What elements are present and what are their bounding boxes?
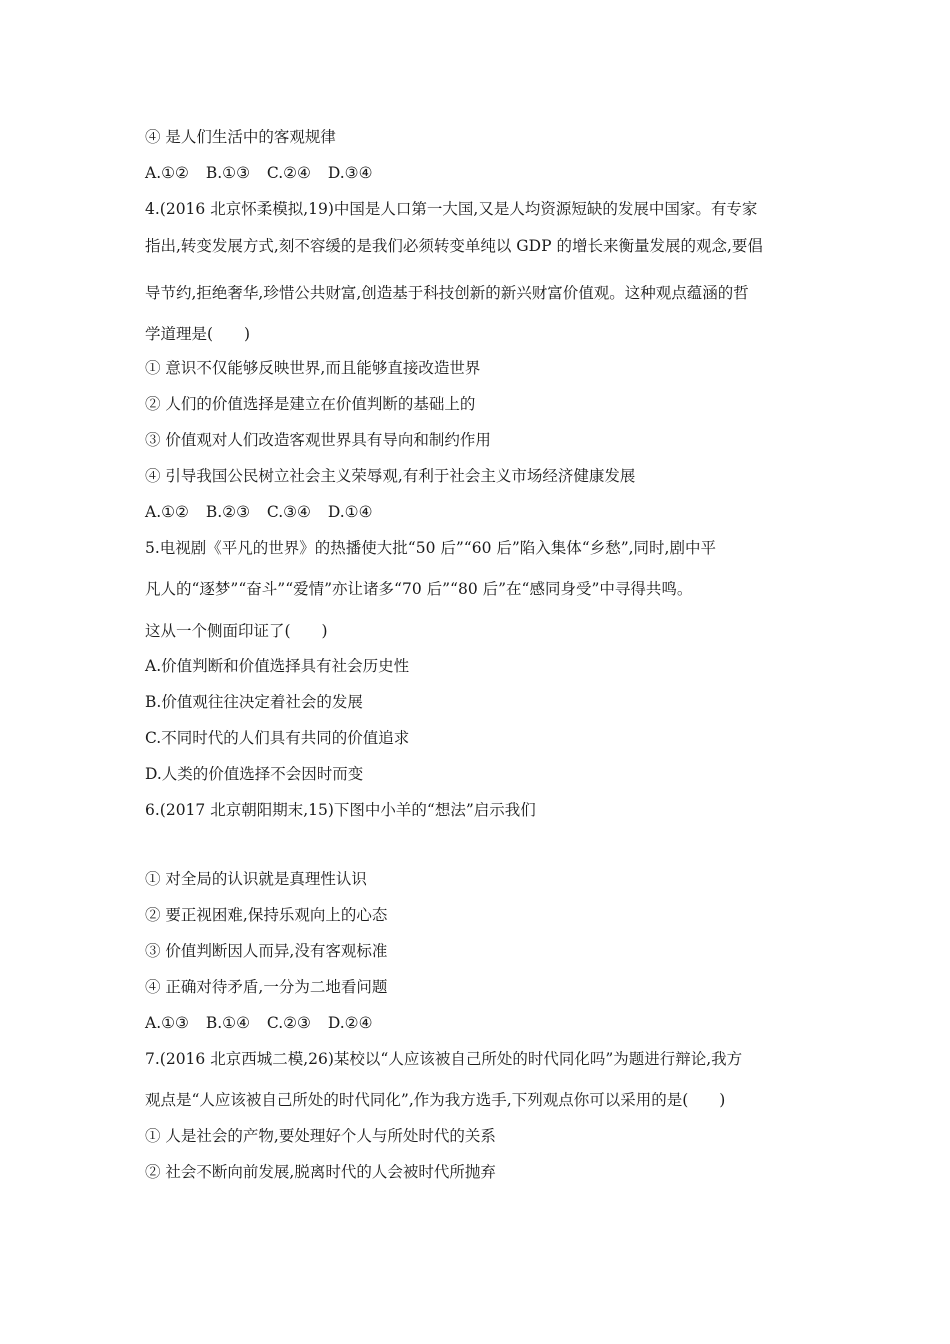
q6-option-b: B.①④: [205, 1014, 250, 1032]
q4-options: [145, 502, 384, 522]
q5-choice-a: A.价值判断和价值选择具有社会历史性: [145, 657, 410, 675]
q4-option-c: C.③④: [266, 503, 311, 521]
q4-stem-line-1: 4.(2016 北京怀柔模拟,19)中国是人口第一大国,又是人均资源短缺的发展中国家。有专家: [145, 200, 758, 218]
q5-stem-line-3: 这从一个侧面印证了( ): [145, 622, 328, 640]
q4-option-a: A.①②: [145, 503, 189, 521]
q3-option-b: B.①③: [205, 164, 250, 182]
q3-options: [145, 163, 384, 183]
q3-option-c: C.②④: [266, 164, 311, 182]
q6-option-c: C.②③: [266, 1014, 311, 1032]
q7-stem-line-1: 7.(2016 北京西城二模,26)某校以“人应该被自己所处的时代同化吗”为题进行辩论,我方: [145, 1050, 743, 1068]
q4-stem-line-2: 指出,转变发展方式,刻不容缓的是我们必须转变单纯以 GDP 的增长来衡量发展的观念,要倡: [145, 237, 763, 255]
q6-item-1: ① 对全局的认识就是真理性认识: [145, 870, 367, 888]
q4-option-b: B.②③: [205, 503, 250, 521]
q7-item-2: ② 社会不断向前发展,脱离时代的人会被时代所抛弃: [145, 1163, 496, 1181]
q4-item-3: ③ 价值观对人们改造客观世界具有导向和制约作用: [145, 431, 491, 449]
q4-item-2: ② 人们的价值选择是建立在价值判断的基础上的: [145, 395, 476, 413]
q4-stem-line-3: 导节约,拒绝奢华,珍惜公共财富,创造基于科技创新的新兴财富价值观。这种观点蕴涵的哲: [145, 284, 749, 302]
q6-item-2: ② 要正视困难,保持乐观向上的心态: [145, 906, 388, 924]
q3-option-a: A.①②: [145, 164, 189, 182]
q5-choice-d: D.人类的价值选择不会因时而变: [145, 765, 364, 783]
q5-stem-line-1: 5.电视剧《平凡的世界》的热播使大批“50 后”“60 后”陷入集体“乡愁”,同时,剧中平: [145, 539, 716, 557]
q6-options: [145, 1013, 384, 1033]
q5-choice-c: C.不同时代的人们具有共同的价值追求: [145, 729, 410, 747]
q7-item-1: ① 人是社会的产物,要处理好个人与所处时代的关系: [145, 1127, 496, 1145]
q4-stem-line-4: 学道理是( ): [145, 325, 251, 343]
q4-item-1: ① 意识不仅能够反映世界,而且能够直接改造世界: [145, 359, 481, 377]
q5-stem-line-2: 凡人的“逐梦”“奋斗”“爱情”亦让诸多“70 后”“80 后”在“感同身受”中寻得共鸣。: [145, 580, 693, 598]
q6-item-3: ③ 价值判断因人而异,没有客观标准: [145, 942, 388, 960]
q5-choice-b: B.价值观往往决定着社会的发展: [145, 693, 363, 711]
q7-stem-line-2: 观点是“人应该被自己所处的时代同化”,作为我方选手,下列观点你可以采用的是( ): [145, 1091, 726, 1109]
q3-item-4: ④ 是人们生活中的客观规律: [145, 128, 336, 146]
q6-stem: 6.(2017 北京朝阳期末,15)下图中小羊的“想法”启示我们: [145, 801, 536, 819]
q4-item-4: ④ 引导我国公民树立社会主义荣辱观,有利于社会主义市场经济健康发展: [145, 467, 636, 485]
q4-option-d: D.①④: [327, 503, 373, 521]
q6-option-d: D.②④: [327, 1014, 373, 1032]
q3-option-d: D.③④: [327, 164, 373, 182]
q6-option-a: A.①③: [145, 1014, 189, 1032]
q6-item-4: ④ 正确对待矛盾,一分为二地看问题: [145, 978, 388, 996]
